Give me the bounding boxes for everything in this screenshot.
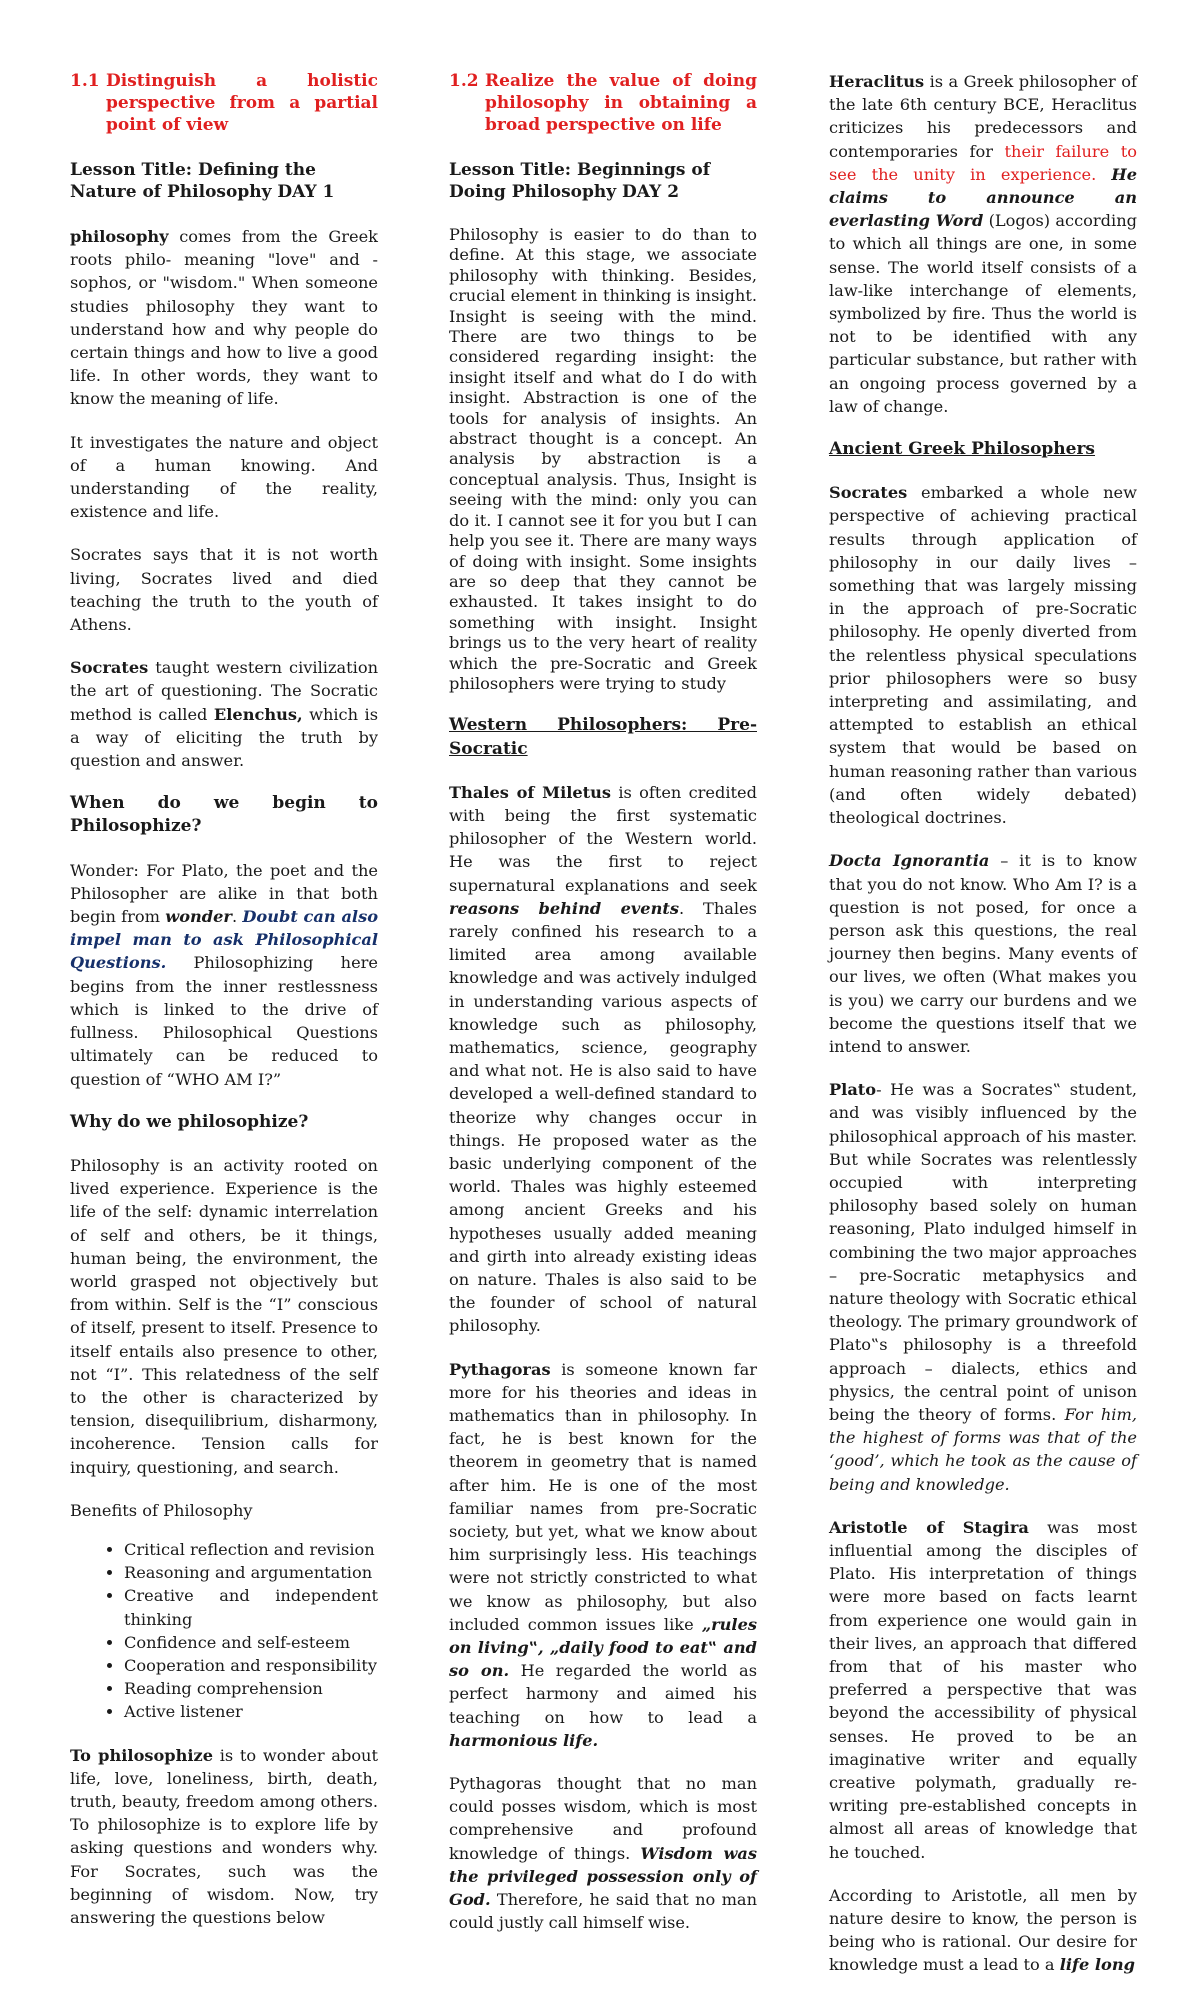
heading-western-philosophers: Western Philosophers: Pre-Socratic <box>449 715 757 759</box>
paragraph-aristotle-knowledge: According to Aristotle, all men by nature desire to know, the person is being who is rational. Our desire for knowledge must a lead to a life long <box>829 1885 1137 1975</box>
paragraph-plato: Plato- He was a Socrates‟ student, and was visibly influenced by the philosophical approach of his master. But while Socrates was relentlessly occupied with interpreting philosophy based solely on human reasoning, Plato indulged himself in combining the two major approaches – pre-Socratic metaphysics and nature theology with Socratic ethical theology. The primary groundwork of Plato‟s philosophy is a threefold approach – dialects, ethics and physics, the central point of unison being the theory of forms. For him, the highest of forms was that of the ‘good’, which he took as the cause of being and knowledge. <box>829 1080 1137 1494</box>
objective-number: 1.2 <box>449 71 479 91</box>
heading-why-philosophize: Why do we philosophize? <box>70 1111 309 1132</box>
paragraph-docta-ignorantia: Docta Ignorantia – it is to know that you do not know. Who Am I? is a question is not posed, for once a person ask this questions, the real journey then begins. Many events of our lives, we often (What makes you is you) we carry our burdens and we become the questions itself that we intend to answer. <box>829 851 1138 1056</box>
paragraph-socrates-says: Socrates says that it is not worth living, Socrates lived and died teaching the truth to the youth of Athens. <box>70 545 378 635</box>
paragraph-insight: Philosophy is easier to do than to define. At this stage, we associate philosophy with thinking. Besides, crucial element in thinking is insight. Insight is seeing with the mind. There are two things to be considered regarding insight: the insight itself and what do I do with insight. Abstraction is one of the tools for analysis of insights. An abstract thought is a concept. An analysis by abstraction is a conceptual analysis. Thus, Insight is seeing with the mind: only you can do it. I cannot see it for you but I can help you see it. There are many ways of doing with insight. Some insights are so deep that they cannot be exhausted. It takes insight to do something with insight. Insight brings us to the very heart of reality which the pre-Socratic and Greek philosophers were trying to study <box>449 225 757 693</box>
paragraph-thales: Thales of Miletus is often credited with being the first systematic philosopher of the Western world. He was the first to reject supernatural explanations and seek reasons behind events. Thales rarely confined his research to a limited area among available knowledge and was actively indulged in understanding various aspects of knowledge such as philosophy, mathematics, science, geography and what not. He is also said to have developed a well-defined standard to theorize why changes occur in things. He proposed water as the basic underlying component of the world. Thales was highly esteemed among ancient Greeks and his hypotheses usually added meaning and girth into already existing ideas on nature. Thales is also said to be the founder of school of natural philosophy. <box>449 782 757 1336</box>
paragraph-philosophy-definition: philosophy comes from the Greek roots philo- meaning "love" and -sophos, or "wisdom." When someone studies philosophy they want to understand how and why people do certain things and how to live a good life. In other words, they want to know the meaning of life. <box>70 227 378 409</box>
lesson-title: Lesson Title: Defining the Nature of Philosophy DAY 1 <box>70 160 335 202</box>
paragraph-socratic-method: Socrates taught western civilization the art of questioning. The Socratic method is called Elenchus, which is a way of eliciting the truth by question and answer. <box>70 658 378 771</box>
objective-text: Distinguish a holistic perspective from a partial point of view <box>106 71 378 135</box>
objective-1-1 <box>70 70 378 136</box>
paragraph-investigates: It investigates the nature and object of a human knowing. And understanding of the reality, existence and life. <box>70 432 378 522</box>
column-3 <box>829 70 1137 1997</box>
term-philosophy: philosophy <box>70 227 169 246</box>
column-1 <box>70 70 378 1949</box>
paragraph-wonder: Wonder: For Plato, the poet and the Philosopher are alike in that both begin from wonder. Doubt can also impel man to ask Philosophical Questions. Philosophizing here begins from the inner restlessness which is linked to the drive of fullness. Philosophical Questions ultimately can be reduced to question of “WHO AM I?” <box>70 860 378 1089</box>
benefits-list <box>70 1538 378 1724</box>
column-2 <box>449 70 757 1955</box>
paragraph-aristotle: Aristotle of Stagira was most influential among the disciples of Plato. His interpretation of things were more based on facts learnt from experience one would gain in their lives, an approach that differed from that of his master who preferred a perspective that was beyond the accessibility of physical senses. He proved to be an imaginative writer and equally creative polymath, gradually re-writing pre-established concepts in almost all areas of knowledge that he touched. <box>829 1517 1137 1862</box>
paragraph-pythagoras-wisdom: Pythagoras thought that no man could posses wisdom, which is most comprehensive and profound knowledge of things. Wisdom was the privileged possession only of God. Therefore, he said that no man could justly call himself wise. <box>449 1774 757 1933</box>
paragraph-pythagoras: Pythagoras is someone known far more for his theories and ideas in mathematics than in philosophy. In fact, he is best known for the theorem in geometry that is named after him. He is one of the most familiar names from pre-Socratic society, but yet, what we know about him surprisingly less. His teachings were not strictly constricted to what we know as philosophy, but also included common issues like „rules on living‟, „daily food to eat‟ and so on. He regarded the world as perfect harmony and aimed his teaching on how to lead a harmonious life. <box>449 1359 757 1750</box>
list-item: • Confidence and self-esteem <box>124 1631 378 1654</box>
list-item: • Creative and independent thinking <box>124 1584 378 1630</box>
objective-1-2 <box>449 70 757 136</box>
list-item: • Critical reflection and revision <box>124 1538 378 1561</box>
list-item: • Cooperation and responsibility <box>124 1654 378 1677</box>
heading-ancient-greek: Ancient Greek Philosophers <box>829 439 1096 460</box>
objective-number: 1.1 <box>70 71 100 91</box>
list-item: • Reading comprehension <box>124 1677 378 1700</box>
benefits-title: Benefits of Philosophy <box>70 1500 253 1520</box>
lesson-title: Lesson Title: Beginnings of Doing Philosophy DAY 2 <box>449 160 711 202</box>
paragraph-heraclitus: Heraclitus is a Greek philosopher of the late 6th century BCE, Heraclitus criticizes his predecessors and contemporaries for their failure to see the unity in experience. He claims to announce an everlasting Word (Logos) according to which all things are one, in some sense. The world itself consists of a law-like interchange of elements, symbolized by fire. Thus the world is not to be identified with any particular substance, but rather with an ongoing process governed by a law of change. <box>829 72 1137 416</box>
objective-text: Realize the value of doing philosophy in obtaining a broad perspective on life <box>485 71 757 135</box>
list-item: • Active listener <box>124 1700 378 1723</box>
heading-when-philosophize: When do we begin to Philosophize? <box>70 793 378 837</box>
paragraph-lived-experience: Philosophy is an activity rooted on lived experience. Experience is the life of the self: dynamic interrelation of self and others, be it things, human being, the environment, the world grasped not objectively but from within. Self is the “I” conscious of itself, present to itself. Presence to itself entails also presence to other, not “I”. This relatedness of the self to the other is characterized by tension, disequilibrium, disharmony, incoherence. Tension calls for inquiry, questioning, and search. <box>70 1155 378 1477</box>
paragraph-socrates: Socrates embarked a whole new perspective of achieving practical results through application of philosophy in our daily lives – something that was largely missing in the approach of pre-Socratic philosophy. He openly diverted from the relentless physical speculations prior philosophers were so busy interpreting and assimilating, and attempted to establish an ethical system that would be based on human reasoning rather than various (and often widely debated) theological doctrines. <box>829 483 1137 828</box>
list-item: • Reasoning and argumentation <box>124 1561 378 1584</box>
paragraph-to-philosophize: To philosophize is to wonder about life, love, loneliness, birth, death, truth, beauty, freedom among others. To philosophize is to explore life by asking questions and wonders why. For Socrates, such was the beginning of wisdom. Now, try answering the questions below <box>70 1745 378 1927</box>
